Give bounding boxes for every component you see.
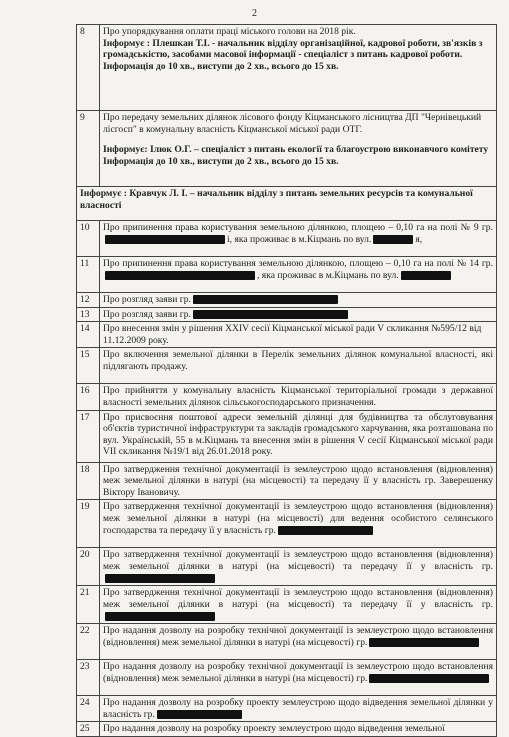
agenda-row xyxy=(77,322,497,348)
agenda-row xyxy=(77,307,497,322)
item-number: 19 xyxy=(77,500,100,548)
section-header-row xyxy=(77,187,497,221)
item-content: Про надання дозволу на розробку проекту землеустрою щодо відведення земельної ділянки у власність гр. xyxy=(100,695,497,721)
item-number: 21 xyxy=(77,586,100,624)
item-number: 10 xyxy=(77,221,100,257)
item-content: Про прийняття у комунальну власність Кіцманської територіальної громади з державної власності земельних ділянок сільськогосподарського призначення. xyxy=(100,384,497,410)
item-number: 17 xyxy=(77,410,100,462)
agenda-row xyxy=(77,722,497,737)
page-number: 2 xyxy=(252,8,257,19)
item-title: Про упорядкування оплати праці міського голови на 2018 рік. xyxy=(103,26,356,37)
item-content xyxy=(100,111,497,187)
item-number: 18 xyxy=(77,462,100,500)
redaction-bar xyxy=(278,526,373,535)
item-number: 13 xyxy=(77,307,100,322)
redaction-bar xyxy=(105,612,215,621)
agenda-row xyxy=(77,293,497,308)
item-content: Про припинення права користування земельною ділянкою, площею – 0,10 га на полі № 9 гр.і, яка проживає в м.Кіцмань по вул. я, xyxy=(100,221,497,257)
item-timing: Інформація до 10 хв., виступи до 2 хв., всього до 15 хв. xyxy=(103,155,339,167)
item-content: Про затвердження технічної документації із землеустрою щодо встановлення (відновлення) меж земельної ділянки в натурі (на місцевості) та передачу її у власність гр. xyxy=(100,586,497,624)
item-content: Про внесення змін у рішення XXIV сесії Кіцманської міської ради V скликання №595/12 від 11.12.2009 року. xyxy=(100,322,497,348)
item-content: Про припинення права користування земельною ділянкою, площею – 0,10 га на полі № 14 гр., яка проживає в м.Кіцмань по вул. xyxy=(100,257,497,293)
item-content: Про затвердження технічної документації із землеустрою щодо встановлення (відновлення) меж земельної ділянки в натурі (на місцевості) для ведення особистого селянського господарства та передачу її у власність гр. xyxy=(100,500,497,548)
item-number: 16 xyxy=(77,384,100,410)
redaction-bar xyxy=(157,710,242,719)
agenda-row xyxy=(77,500,497,548)
agenda-table xyxy=(76,24,497,737)
item-number: 12 xyxy=(77,293,100,308)
redaction-bar xyxy=(401,271,451,280)
item-content: Про затвердження технічної документації із землеустрою щодо встановлення (відновлення) меж земельної ділянки в натурі (на місцевості) та передачу її у власність гр. Заверешенку Віктору Івановичу. xyxy=(100,462,497,500)
redaction-bar xyxy=(369,674,489,683)
redaction-bar xyxy=(193,295,338,304)
item-content: Про надання дозволу на розробку технічної документації із землеустрою щодо встановлення (відновлення) меж земельної ділянки в натурі (на місцевості) гр. xyxy=(100,659,497,695)
item-number: 23 xyxy=(77,659,100,695)
agenda-row xyxy=(77,548,497,586)
item-informer: Інформує : Плешкан Т.І. - начальник відділу організаційної, кадрової роботи, зв'язків з громадськістю, засобами масової інформації - спеціаліст з питань кадрової роботи. xyxy=(103,37,483,61)
redaction-bar xyxy=(105,235,225,244)
item-number: 14 xyxy=(77,322,100,348)
redaction-bar xyxy=(193,310,348,319)
redaction-bar xyxy=(373,235,413,244)
section-header: Інформує : Кравчук Л. І. – начальник відділу з питань земельних ресурсів та комунальної власності xyxy=(77,187,497,221)
item-number: 8 xyxy=(77,25,100,111)
item-content: Про включення земельної ділянки в Перелік земельних ділянок комунальної власності, які підлягають продажу. xyxy=(100,348,497,384)
agenda-row xyxy=(77,257,497,293)
redaction-bar xyxy=(369,638,479,647)
item-number: 11 xyxy=(77,257,100,293)
item-content: Про надання дозволу на розробку технічної документації із землеустрою щодо встановлення (відновлення) меж земельної ділянки в натурі (на місцевості) гр. xyxy=(100,623,497,659)
item-content: Про затвердження технічної документації із землеустрою щодо встановлення (відновлення) меж земельної ділянки в натурі (на місцевості) та передачу її у власність гр. xyxy=(100,548,497,586)
item-content: Про розгляд заяви гр. xyxy=(100,307,497,322)
item-number: 24 xyxy=(77,695,100,721)
agenda-row xyxy=(77,659,497,695)
item-number: 25 xyxy=(77,722,100,737)
agenda-row xyxy=(77,111,497,187)
agenda-row xyxy=(77,462,497,500)
item-content: Про присвоєння поштової адреси земельній ділянці для будівництва та обслуговування об'єктів туристичної інфраструктури та закладів громадського харчування, яка розташована по вул. Українській, 55 в м.Кіцмань та внесення змін в рішення V сесії Кіцманської міської ради VII скликання №19/1 від 26.01.2018 року. xyxy=(100,410,497,462)
agenda-row xyxy=(77,25,497,111)
item-timing: Інформація до 10 хв., виступи до 2 хв., всього до 15 хв. xyxy=(103,60,339,72)
item-number: 22 xyxy=(77,623,100,659)
item-title: Про передачу земельних ділянок лісового фонду Кіцманського лісництва ДП "Чернівецький лісгосп" в комунальну власність Кіцманської міської ради ОТГ. xyxy=(103,112,482,135)
item-number: 15 xyxy=(77,348,100,384)
agenda-row xyxy=(77,348,497,384)
item-number: 9 xyxy=(77,111,100,187)
redaction-bar xyxy=(105,574,215,583)
item-content: Про розгляд заяви гр. xyxy=(100,293,497,308)
agenda-row xyxy=(77,623,497,659)
agenda-row xyxy=(77,695,497,721)
agenda-row xyxy=(77,221,497,257)
item-number: 20 xyxy=(77,548,100,586)
agenda-row xyxy=(77,384,497,410)
redaction-bar xyxy=(105,271,255,280)
item-content xyxy=(100,25,497,111)
agenda-row xyxy=(77,410,497,462)
item-informer: Інформує: Ілюк О.Г. – спеціаліст з питань екології та благоустрою виконавчого комітету xyxy=(103,144,489,156)
item-content: Про надання дозволу на розробку проекту землеустрою щодо відведення земельної xyxy=(100,722,497,737)
agenda-row xyxy=(77,586,497,624)
